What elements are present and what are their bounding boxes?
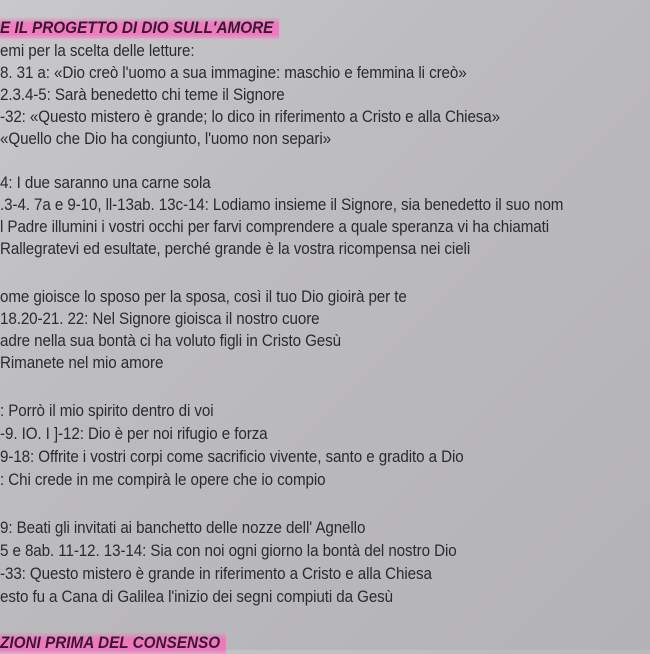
text-line: -32: «Questo mistero è grande; lo dico in riferimento a Cristo e alla Chiesa» bbox=[0, 108, 501, 126]
text-line: : Porrò il mio spirito dentro di voi bbox=[0, 402, 214, 420]
text-line: 18.20-21. 22: Nel Signore gioisca il nostro cuore bbox=[0, 310, 320, 328]
text-line: esto fu a Cana di Galilea l'inizio dei segni compiuti da Gesù bbox=[0, 588, 394, 606]
text-line: : Chi crede in me compirà le opere che io compio bbox=[0, 471, 326, 489]
text-line: «Quello che Dio ha congiunto, l'uomo non separi» bbox=[0, 130, 331, 148]
text-line: 4: I due saranno una carne sola bbox=[0, 174, 211, 192]
text-line: -33: Questo mistero è grande in riferimento a Cristo e alla Chiesa bbox=[0, 565, 432, 583]
text-line: 5 e 8ab. 11-12. 13-14: Sia con noi ogni giorno la bontà del nostro Dio bbox=[0, 542, 457, 560]
text-line: 9-18: Offrite i vostri corpi come sacrificio vivente, santo e gradito a Dio bbox=[0, 448, 464, 466]
text-line: Rallegratevi ed esultate, perché grande è la vostra ricompensa nei cieli bbox=[0, 240, 471, 258]
text-line: emi per la scelta delle letture: bbox=[0, 42, 195, 60]
text-line: 2.3.4-5: Sarà benedetto chi teme il Signore bbox=[0, 86, 285, 104]
text-line: 8. 31 a: «Dio creò l'uomo a sua immagine: maschio e femmina li creò» bbox=[0, 64, 467, 82]
section-heading-top: E IL PROGETTO DI DIO SULL'AMORE bbox=[0, 17, 279, 39]
text-line: 9: Beati gli invitati ai banchetto delle nozze dell' Agnello bbox=[0, 519, 366, 537]
text-line: ome gioisce lo sposo per la sposa, così il tuo Dio gioirà per te bbox=[0, 288, 407, 306]
text-line: adre nella sua bontà ci ha voluto figli in Cristo Gesù bbox=[0, 332, 342, 350]
text-line: Rimanete nel mio amore bbox=[0, 354, 164, 372]
text-line: .3-4. 7a e 9-10, ll-13ab. 13c-14: Lodiamo insieme il Signore, sia benedetto il suo nom bbox=[0, 196, 564, 214]
text-line: -9. IO. I ]-12: Dio è per noi rifugio e forza bbox=[0, 425, 268, 443]
text-line: l Padre illumini i vostri occhi per farvi comprendere a quale speranza vi ha chiamati bbox=[0, 218, 550, 236]
section-heading-bottom: ZIONI PRIMA DEL CONSENSO bbox=[0, 632, 226, 654]
